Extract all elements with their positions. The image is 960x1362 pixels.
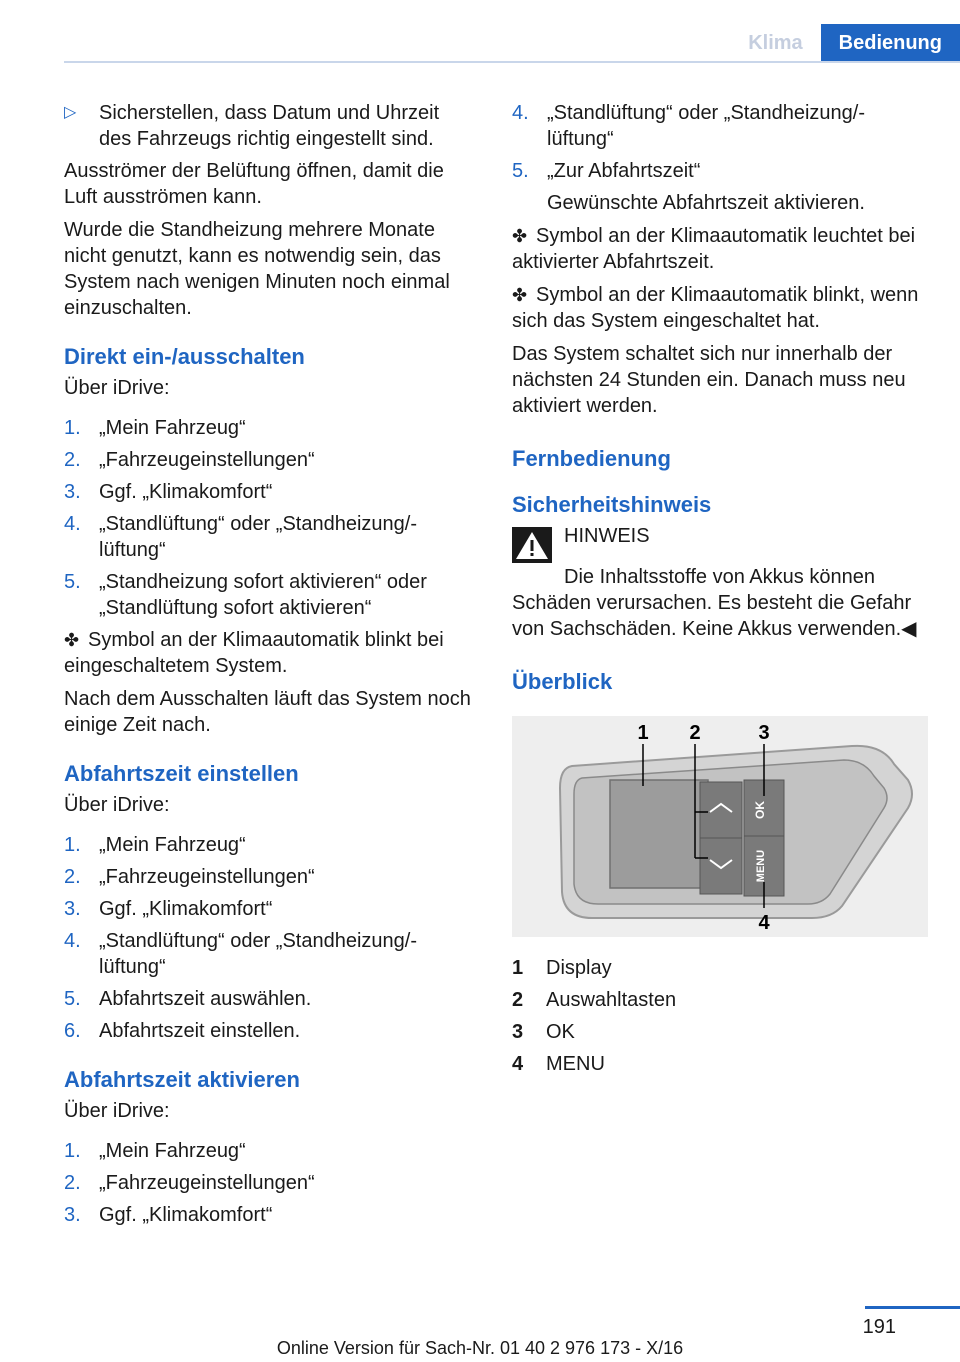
list-number: 1. xyxy=(64,834,81,856)
warning-triangle-icon xyxy=(512,523,564,570)
list-item xyxy=(64,415,476,441)
list-item xyxy=(64,1138,476,1164)
list-text: Abfahrtszeit auswählen. xyxy=(99,988,312,1010)
legend-text: Auswahltasten xyxy=(546,989,677,1011)
section-heading: Direkt ein-/ausschalten xyxy=(64,344,305,369)
list-number: 4. xyxy=(512,102,529,124)
triangle-bullet-icon: ▷ xyxy=(64,104,77,121)
legend-number: 4 xyxy=(512,1053,524,1075)
callout-4: 4 xyxy=(758,912,770,934)
list-item xyxy=(64,569,476,621)
section-heading: Überblick xyxy=(512,669,613,694)
header-rule xyxy=(64,61,960,63)
subsection-heading: Sicherheitshinweis xyxy=(512,492,712,517)
list-number: 5. xyxy=(64,988,81,1010)
list-item xyxy=(64,928,476,980)
list-text: „Fahrzeugeinstellungen“ xyxy=(99,449,315,471)
warning-box xyxy=(512,523,928,570)
list-item xyxy=(64,479,476,505)
footer-rule xyxy=(865,1306,960,1309)
bullet-item xyxy=(64,100,476,152)
section-intro: Über iDrive: xyxy=(64,377,170,399)
legend-text: Display xyxy=(546,957,612,979)
warning-text xyxy=(512,564,928,642)
list-number: 1. xyxy=(64,417,81,439)
list-text: „Standlüftung“ oder „Standheizung/-lüftung“ xyxy=(99,930,417,978)
list-number: 3. xyxy=(64,1204,81,1226)
symbol-note-text: Symbol an der Klimaautomatik leuchtet bei aktivierter Abfahrtszeit. xyxy=(512,225,916,273)
symbol-note xyxy=(64,627,476,679)
legend-row xyxy=(512,1051,928,1077)
legend-text: OK xyxy=(546,1021,575,1043)
callout-3: 3 xyxy=(758,722,770,744)
symbol-note xyxy=(512,282,928,334)
tab-klima[interactable]: Klima xyxy=(730,24,820,62)
steps-list xyxy=(64,415,476,621)
list-text: „Standheizung sofort aktivieren“ oder „Standlüftung sofort aktivieren“ xyxy=(99,571,427,619)
paragraph: Ausströmer der Belüftung öffnen, damit die Luft ausströmen kann. xyxy=(64,160,444,208)
symbol-note-text: Symbol an der Klimaautomatik blinkt bei eingeschaltetem System. xyxy=(64,629,444,677)
remote-control-figure xyxy=(512,716,928,937)
list-text: „Fahrzeugeinstellungen“ xyxy=(99,866,315,888)
section-intro: Über iDrive: xyxy=(64,794,170,816)
list-text: „Mein Fahrzeug“ xyxy=(99,417,246,439)
list-item xyxy=(64,864,476,890)
list-text: Ggf. „Klimakomfort“ xyxy=(99,481,273,503)
section-heading: Fernbedienung xyxy=(512,446,671,471)
callout-1: 1 xyxy=(637,722,649,744)
list-item xyxy=(64,511,476,563)
section-heading: Abfahrtszeit aktivieren xyxy=(64,1067,300,1092)
list-text: Ggf. „Klimakomfort“ xyxy=(99,898,273,920)
tab-bedienung[interactable]: Bedienung xyxy=(821,24,960,62)
warning-body xyxy=(564,523,928,570)
right-column xyxy=(512,100,928,1083)
paragraph: Das System schaltet sich nur innerhalb der nächsten 24 Stunden ein. Danach muss neu aktiviert werden. xyxy=(512,343,906,417)
fan-icon: ✤ xyxy=(512,285,528,305)
header-tabs xyxy=(730,24,960,62)
list-text: „Mein Fahrzeug“ xyxy=(99,834,246,856)
legend-number: 2 xyxy=(512,989,524,1011)
page-number: 191 xyxy=(862,1316,896,1338)
list-number: 2. xyxy=(64,449,81,471)
bullet-text: Sicherstellen, dass Datum und Uhrzeit des Fahrzeugs richtig eingestellt sind. xyxy=(99,102,440,150)
list-number: 1. xyxy=(64,1140,81,1162)
list-text: „Standlüftung“ oder „Standheizung/-lüftung“ xyxy=(99,513,417,561)
left-column xyxy=(64,100,476,1234)
list-item xyxy=(512,158,928,184)
list-number: 6. xyxy=(64,1020,81,1042)
paragraph: Wurde die Standheizung mehrere Monate nicht genutzt, kann es notwendig sein, das System nach wenigen Minuten noch einmal einzuschalten. xyxy=(64,219,450,319)
list-text: „Standlüftung“ oder „Standheizung/-lüftung“ xyxy=(547,102,865,150)
warning-title: HINWEIS xyxy=(564,525,650,547)
fan-icon: ✤ xyxy=(64,630,80,650)
list-number: 5. xyxy=(64,571,81,593)
list-number: 3. xyxy=(64,898,81,920)
warning-text-content: Die Inhaltsstoffe von Akkus können Schäden verursachen. Es besteht die Gefahr von Sachschäden. Keine Akkus verwenden.◀ xyxy=(512,566,917,640)
legend-text: MENU xyxy=(546,1053,605,1075)
list-item xyxy=(64,1170,476,1196)
legend-row xyxy=(512,955,928,981)
menu-label: MENU xyxy=(755,849,767,883)
list-item xyxy=(64,1018,476,1044)
list-item xyxy=(64,986,476,1012)
list-text: Abfahrtszeit einstellen. xyxy=(99,1020,301,1042)
steps-list xyxy=(64,1138,476,1228)
list-item xyxy=(64,832,476,858)
list-number: 2. xyxy=(64,866,81,888)
fan-icon: ✤ xyxy=(512,226,528,246)
legend-number: 1 xyxy=(512,957,524,979)
steps-list xyxy=(64,832,476,1044)
list-text: Ggf. „Klimakomfort“ xyxy=(99,1204,273,1226)
symbol-note-text: Symbol an der Klimaautomatik blinkt, wenn sich das System eingeschaltet hat. xyxy=(512,284,919,332)
list-text: „Zur Abfahrtszeit“ xyxy=(547,160,701,182)
legend-row xyxy=(512,987,928,1013)
figure-legend xyxy=(512,955,928,1077)
legend-number: 3 xyxy=(512,1021,524,1043)
list-number: 5. xyxy=(512,160,529,182)
paragraph: Nach dem Ausschalten läuft das System noch einige Zeit nach. xyxy=(64,688,471,736)
ok-label: OK xyxy=(753,801,767,819)
section-intro: Über iDrive: xyxy=(64,1100,170,1122)
list-number: 2. xyxy=(64,1172,81,1194)
list-number: 4. xyxy=(64,513,81,535)
symbol-note xyxy=(512,223,928,275)
list-item xyxy=(512,100,928,152)
list-item xyxy=(64,896,476,922)
legend-row xyxy=(512,1019,928,1045)
list-text: „Fahrzeugeinstellungen“ xyxy=(99,1172,315,1194)
section-heading: Abfahrtszeit einstellen xyxy=(64,761,299,786)
list-text: „Mein Fahrzeug“ xyxy=(99,1140,246,1162)
callout-2: 2 xyxy=(689,722,701,744)
list-subtext: Gewünschte Abfahrtszeit aktivieren. xyxy=(547,192,865,214)
footer-note: Online Version für Sach-Nr. 01 40 2 976 173 - X/16 xyxy=(276,1338,684,1358)
list-item xyxy=(64,447,476,473)
list-number: 4. xyxy=(64,930,81,952)
list-item xyxy=(64,1202,476,1228)
list-number: 3. xyxy=(64,481,81,503)
